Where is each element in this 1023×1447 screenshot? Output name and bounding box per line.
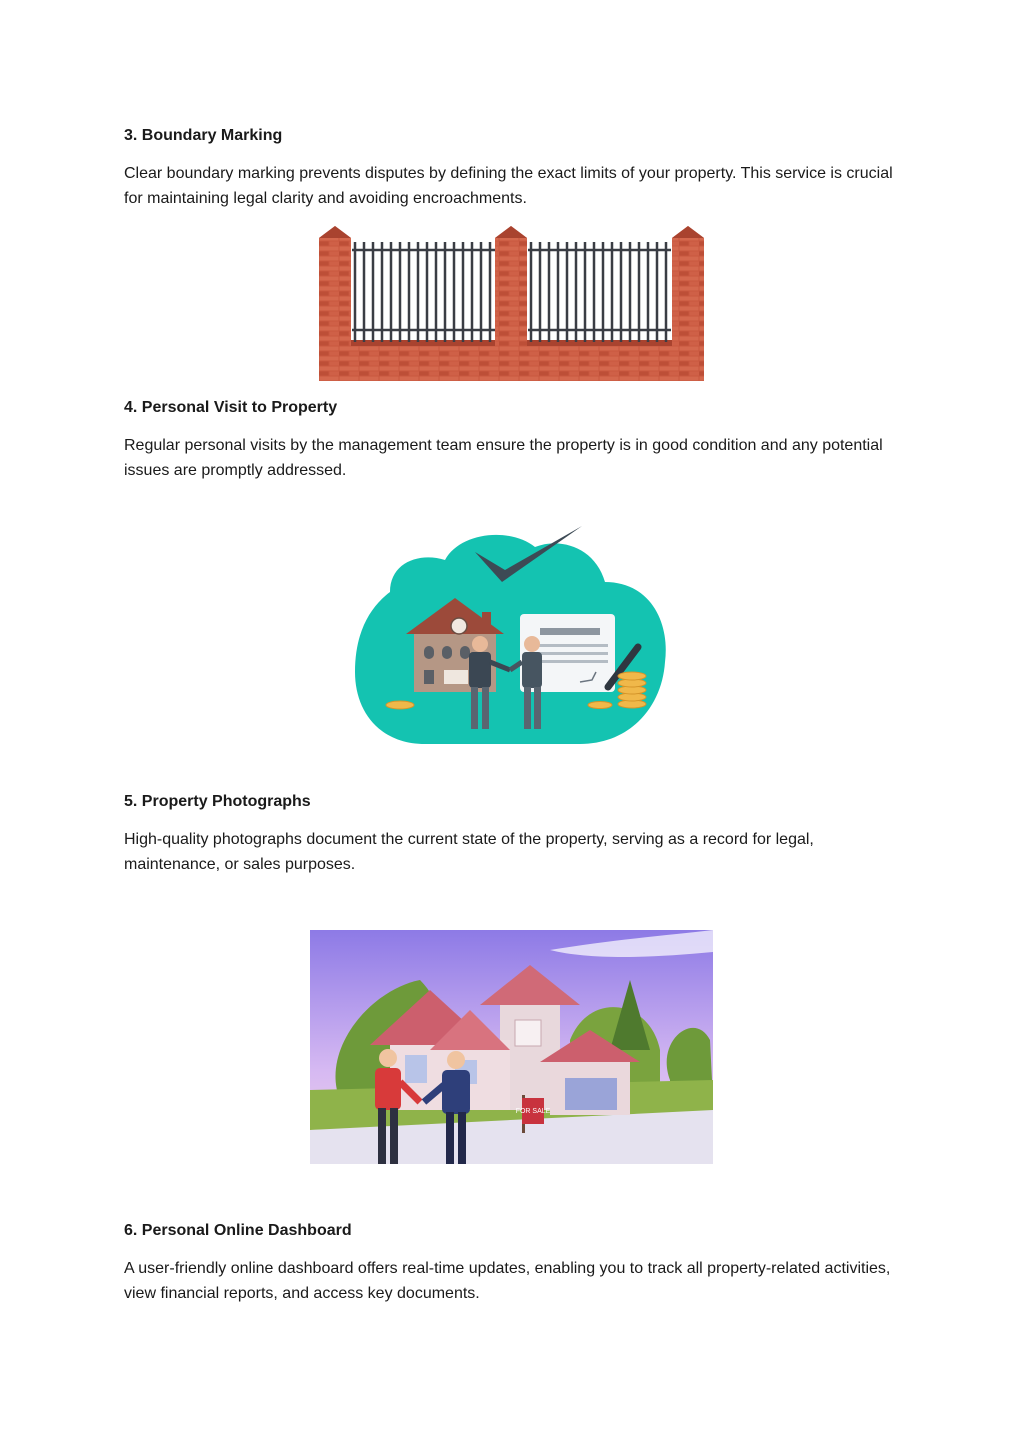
brick-fence-illustration (319, 226, 704, 381)
brick-pillar-right (672, 226, 704, 381)
brick-pillar-left (319, 226, 351, 381)
house-for-sale-illustration (310, 930, 713, 1164)
section-heading-property-photographs: 5. Property Photographs (124, 793, 311, 810)
fence-panel-left (352, 242, 495, 342)
section-text-property-photographs: High-quality photographs document the current state of the property, serving as a record for legal, maintenance, or sales purposes. (124, 831, 814, 873)
for-sale-sign-text: FOR SALE (515, 1108, 551, 1115)
cloud-background (355, 535, 666, 744)
section-text-online-dashboard: A user-friendly online dashboard offers real-time updates, enabling you to track all property-related activities, view financial reports, and access key documents. (124, 1260, 891, 1302)
section-heading-online-dashboard: 6. Personal Online Dashboard (124, 1222, 352, 1239)
property-handshake-checkmark-illustration (350, 522, 670, 747)
section-heading-personal-visit: 4. Personal Visit to Property (124, 399, 338, 416)
brick-pillar-middle (495, 226, 527, 381)
section-text-boundary-marking: Clear boundary marking prevents disputes by defining the exact limits of your property. This service is crucial for maintaining legal clarity and avoiding encroachments. (124, 165, 893, 207)
section-heading-boundary-marking: 3. Boundary Marking (124, 127, 283, 144)
fence-panel-right (528, 242, 671, 342)
section-text-personal-visit: Regular personal visits by the management team ensure the property is in good condition and any potential issues are promptly addressed. (124, 437, 883, 479)
